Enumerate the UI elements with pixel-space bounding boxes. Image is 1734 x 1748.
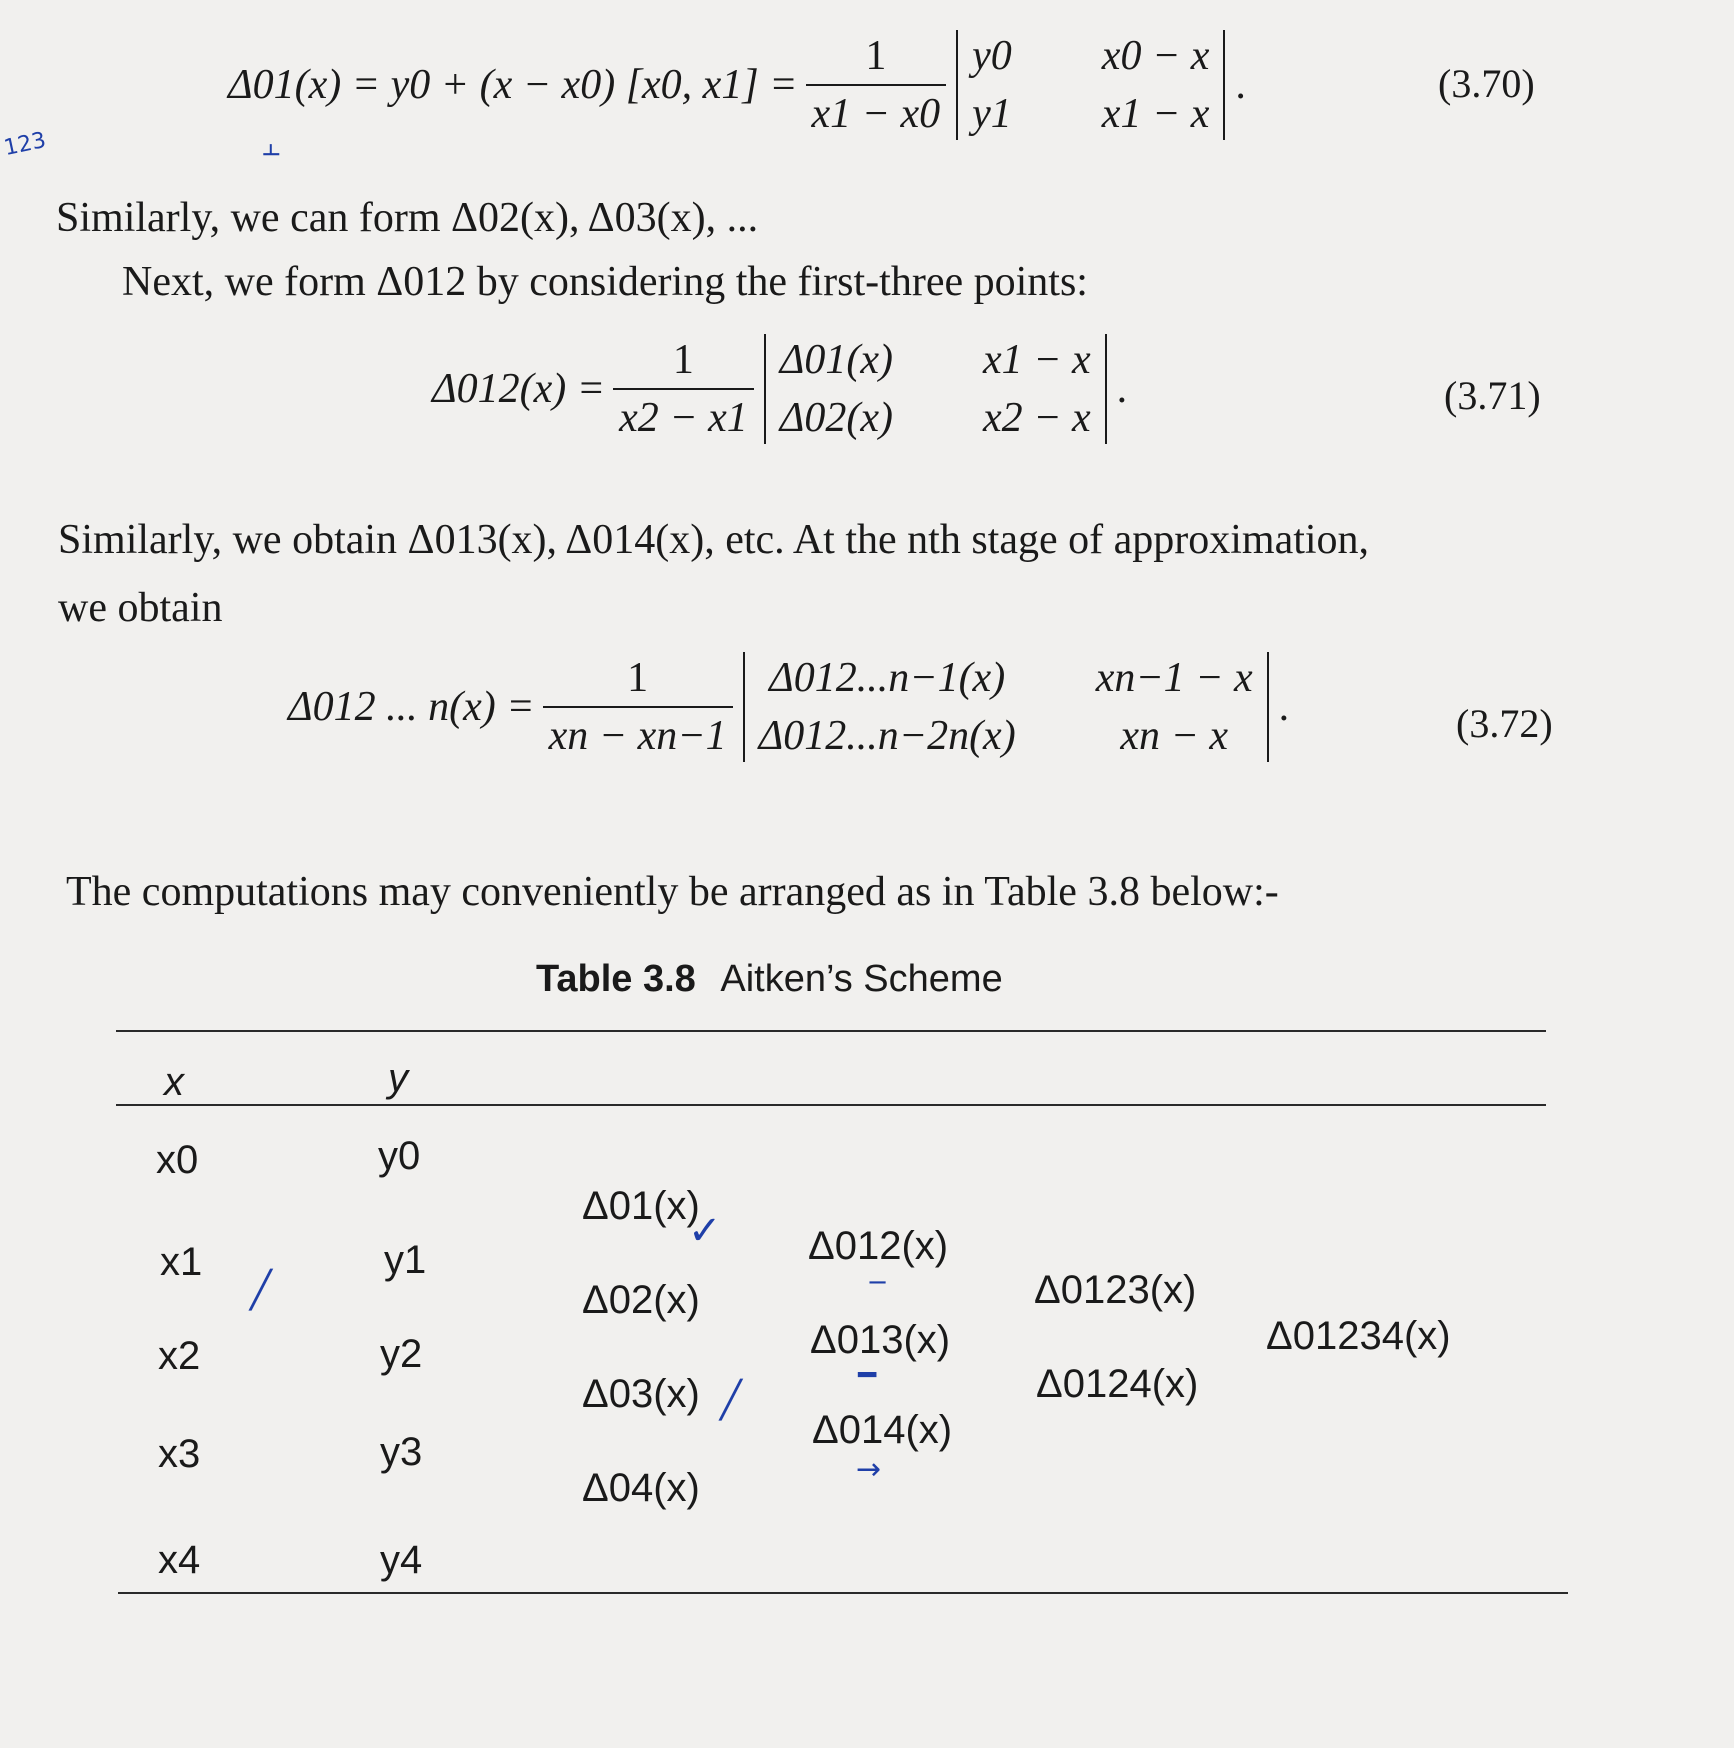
table-cell-delta-first: Δ02(x) (582, 1278, 700, 1322)
eq371-det-cell: Δ01(x) (779, 337, 893, 383)
paragraph-similarly-obtain: Similarly, we obtain Δ013(x), Δ014(x), etc. At the nth stage of approximation, (58, 517, 1370, 563)
eq371-lhs: Δ012(x) = (432, 366, 606, 412)
table-cell-y: y0 (378, 1134, 421, 1178)
eq371-det-cell: x2 − x (983, 395, 1091, 441)
equation-number-3-71: (3.71) (1444, 373, 1541, 418)
table-caption-label: Table 3.8 (536, 958, 696, 1000)
table-cell-x: x3 (158, 1432, 201, 1476)
eq371-det-cell: Δ02(x) (779, 395, 893, 441)
table-top-rule (116, 1030, 1546, 1032)
eq370-period: . (1235, 62, 1246, 108)
table-cell-delta-first: Δ04(x) (582, 1466, 700, 1510)
pen-check-mark: ✓ (688, 1208, 722, 1254)
table-header-x: x (164, 1060, 184, 1104)
eq372-fraction (543, 654, 733, 760)
eq372-det-cell: Δ012...n−1(x) (769, 655, 1006, 701)
table-cell-x: x1 (160, 1240, 203, 1284)
eq372-det-cell: xn − x (1120, 713, 1228, 759)
eq372-denominator: xn − xn−1 (543, 706, 733, 760)
eq371-determinant (764, 334, 1107, 444)
eq372-lhs: Δ012 ... n(x) = (288, 684, 535, 730)
eq371-numerator: 1 (672, 337, 694, 383)
eq370-determinant (956, 30, 1225, 140)
eq372-numerator: 1 (627, 655, 649, 701)
eq371-det-cell: x1 − x (983, 337, 1091, 383)
margin-note: 123 (1, 127, 49, 162)
table-cell-delta-third: Δ0123(x) (1034, 1268, 1197, 1312)
pen-underline-mark: ‒ (868, 1264, 888, 1299)
pen-mark: ⫠ (262, 128, 281, 163)
table-cell-y: y1 (384, 1238, 427, 1282)
eq370-denominator: x1 − x0 (806, 84, 947, 138)
paragraph-similarly-form: Similarly, we can form Δ02(x), Δ03(x), ... (56, 195, 759, 241)
table-cell-delta-second: Δ013(x) (810, 1318, 951, 1362)
eq372-det-cell: xn−1 − x (1095, 655, 1253, 701)
eq370-numerator: 1 (865, 33, 887, 79)
eq370-det-cell: x0 − x (1101, 33, 1210, 79)
table-cell-delta-second: Δ014(x) (812, 1408, 953, 1452)
paragraph-next-form: Next, we form Δ012 by considering the first-three points: (122, 259, 1088, 305)
eq371-period: . (1116, 366, 1128, 412)
eq370-det-cell: x1 − x (1101, 91, 1210, 137)
eq370-lhs: Δ01(x) = y0 + (x − x0) [x0, x1] = (228, 62, 798, 108)
table-caption (536, 958, 1003, 1001)
table-cell-delta-first: Δ01(x) (582, 1184, 700, 1228)
pen-check-mark: ╱ (250, 1270, 272, 1311)
eq372-determinant (743, 652, 1269, 762)
table-cell-x: x0 (156, 1138, 199, 1182)
eq370-det-cell: y0 (972, 33, 1012, 79)
equation-3-72 (288, 652, 1289, 762)
paragraph-computations: The computations may conveniently be arranged as in Table 3.8 below:- (66, 869, 1279, 915)
table-header-rule (116, 1104, 1546, 1106)
equation-number-3-70: (3.70) (1438, 61, 1535, 106)
table-cell-delta-first: Δ03(x) (582, 1372, 700, 1416)
table-cell-y: y3 (380, 1430, 423, 1474)
table-cell-delta-fourth: Δ01234(x) (1266, 1314, 1451, 1358)
eq370-fraction (806, 32, 947, 138)
eq371-denominator: x2 − x1 (613, 388, 754, 442)
eq372-det-cell: Δ012...n−2n(x) (758, 713, 1016, 759)
table-caption-title: Aitken’s Scheme (720, 958, 1003, 1000)
equation-3-70 (228, 30, 1246, 140)
pen-underline-mark: ━ (858, 1358, 877, 1393)
eq371-fraction (613, 336, 754, 442)
eq370-det-cell: y1 (972, 91, 1012, 137)
equation-number-3-72: (3.72) (1456, 701, 1553, 746)
table-cell-delta-third: Δ0124(x) (1036, 1362, 1199, 1406)
table-bottom-rule (118, 1592, 1568, 1594)
pen-check-mark: ╱ (720, 1380, 742, 1421)
table-cell-x: x4 (158, 1538, 201, 1582)
equation-3-71 (432, 334, 1127, 444)
table-cell-x: x2 (158, 1334, 201, 1378)
pen-underline-mark: → (856, 1452, 882, 1487)
table-cell-delta-second: Δ012(x) (808, 1224, 949, 1268)
table-header-y: y (388, 1056, 408, 1100)
paragraph-we-obtain: we obtain (58, 585, 223, 631)
table-cell-y: y2 (380, 1332, 423, 1376)
eq372-period: . (1278, 684, 1290, 730)
table-cell-y: y4 (380, 1538, 423, 1582)
